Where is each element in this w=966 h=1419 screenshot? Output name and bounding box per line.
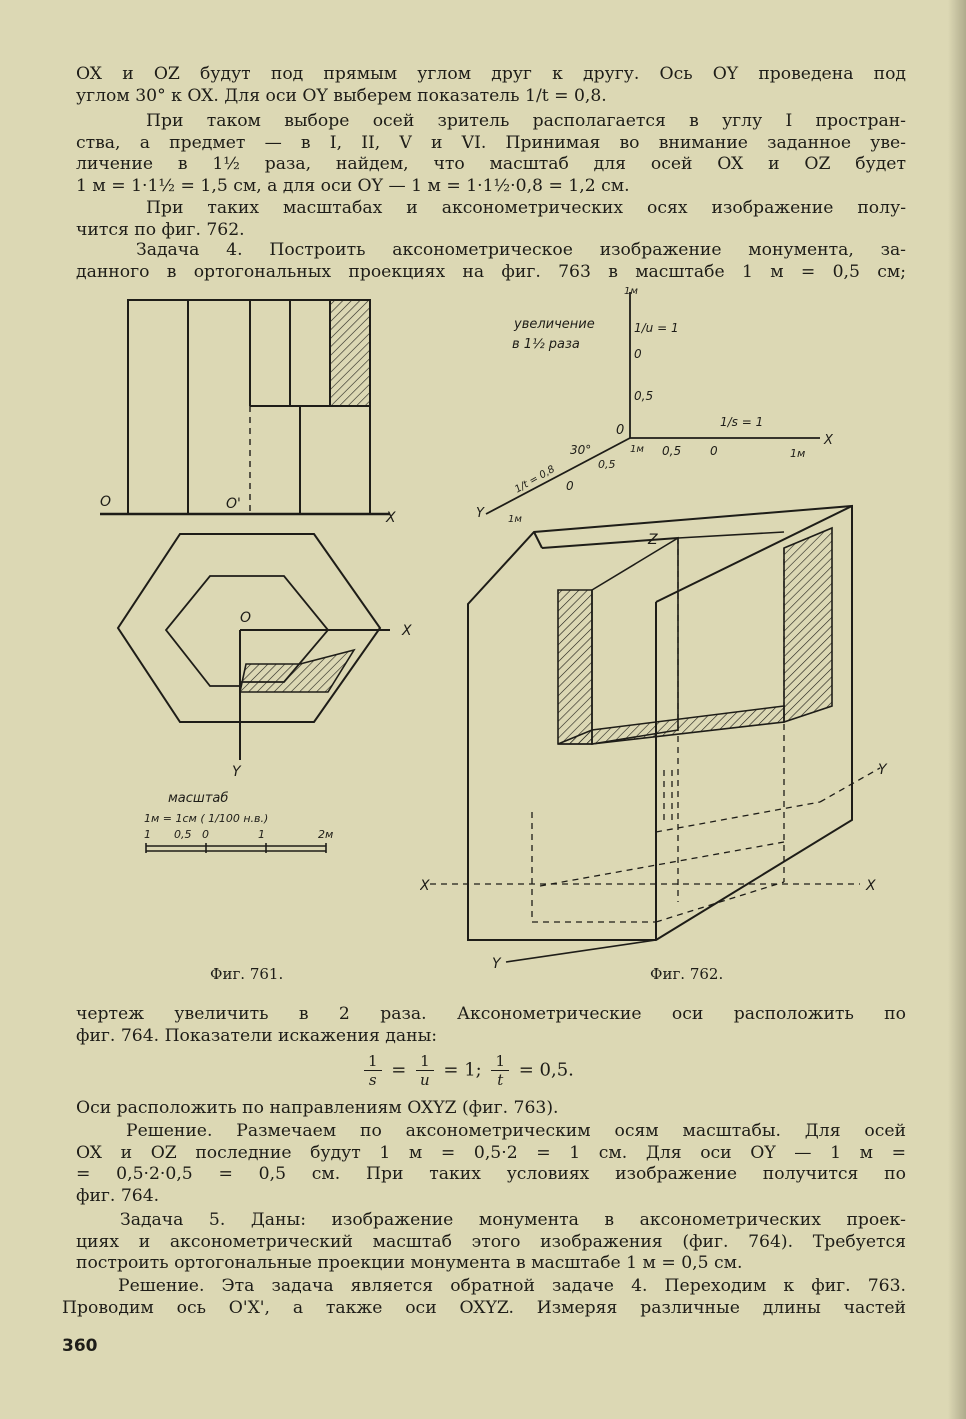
- text-line: фиг. 764. Показатели искажения даны:: [76, 1025, 438, 1046]
- text-line: = 0,5·2·0,5 = 0,5 см. При таких условиях изображение получится по: [76, 1164, 906, 1184]
- y-scale-fraction: 1/t = 0,8: [513, 463, 557, 496]
- near-origin-one: 1м: [630, 444, 644, 455]
- label-o-prime: O': [226, 496, 241, 512]
- label-x: X: [386, 510, 396, 526]
- text-line: Задача 4. Построить аксонометрическое изображение монумента, за-: [136, 240, 906, 260]
- text-line: OX и OZ будут под прямым углом друг к другу. Ось OY проведена под: [76, 64, 906, 84]
- scale-tick: 0,5: [174, 828, 192, 841]
- z-scale-fraction: 1/u = 1: [634, 321, 679, 335]
- scale-tick: 0: [202, 828, 209, 841]
- text-line: циях и аксонометрический масштаб этого изображения (фиг. 764). Требуется: [76, 1231, 906, 1252]
- scale-note: 1м = 1см ( 1/100 н.в.): [144, 812, 269, 825]
- angle-30: 30°: [570, 443, 592, 457]
- plan-view: [118, 534, 390, 760]
- fraction-1-s: $\frac{1}{s}$: [364, 1052, 382, 1089]
- text-line: данного в ортогональных проекциях на фиг. 763 в масштабе 1 м = 0,5 см;: [76, 261, 906, 282]
- scale-tick: 1: [144, 828, 151, 841]
- paragraph-axes-intro: [76, 64, 906, 107]
- fraction-1-t: $\frac{1}{t}$: [491, 1052, 509, 1089]
- paragraph-task-4: [76, 240, 906, 283]
- label-o2: O: [240, 610, 252, 626]
- magnification-note-1: увеличение: [514, 317, 595, 332]
- fraction-1-u: $\frac{1}{u}$: [416, 1052, 434, 1089]
- front-elevation: [128, 300, 370, 514]
- text-line: чертеж увеличить в 2 раза. Аксонометрические оси расположить по: [76, 1004, 906, 1024]
- text-line: При таком выборе осей зритель располагается в углу I простран-: [146, 111, 906, 131]
- page-edge-shadow: [948, 0, 966, 1419]
- x-right-label: X: [866, 878, 876, 894]
- z-zero: 0: [634, 347, 642, 361]
- y-axis-extension: [506, 940, 656, 962]
- z-half: 0,5: [634, 389, 654, 403]
- text-line: построить ортогональные проекции монумента в масштабе 1 м = 0,5 см.: [76, 1253, 743, 1273]
- figure-761: [90, 290, 430, 870]
- text-line: Решение. Эта задача является обратной задаче 4. Переходим к фиг. 763.: [118, 1276, 906, 1296]
- text-line: Задача 5. Даны: изображение монумента в аксонометрических проек-: [120, 1210, 906, 1230]
- monument-axonometric: [468, 506, 852, 940]
- x-scale-fraction: 1/s = 1: [720, 415, 764, 429]
- x-left-label: X: [420, 878, 430, 894]
- distortion-formula: $\frac{1}{s}$ = $\frac{1}{u}$ = 1; $\frac{1}{t}$ = 0,5.: [360, 1052, 574, 1089]
- scale-tick: 1: [258, 828, 265, 841]
- paragraph-axes-directions: [76, 1098, 906, 1120]
- label-o: O: [100, 494, 112, 510]
- label-y: Y: [232, 764, 241, 780]
- y-bottom-label: Y: [492, 956, 501, 972]
- caption-fig761: Фиг. 761.: [210, 965, 284, 983]
- text-line: При таких масштабах и аксонометрических осях изображение полу-: [146, 198, 906, 218]
- paragraph-solution-4: [76, 1121, 906, 1207]
- x-zero: 0: [710, 444, 718, 458]
- z-axis-top: 1м: [624, 286, 638, 297]
- paragraph-task-5: [76, 1210, 906, 1275]
- origin-label: 0: [616, 423, 625, 438]
- figure-762: [420, 282, 890, 972]
- text-line: OX и OZ последние будут 1 м = 0,5·2 = 1 см. Для оси OY — 1 м =: [76, 1142, 906, 1163]
- text-line: Проводим ось O'X', а также оси OXYZ. Измеряя различные длины частей: [62, 1297, 906, 1318]
- scale-tick: 2м: [318, 828, 334, 841]
- text-line: Решение. Размечаем по аксонометрическим осям масштабы. Для осей: [126, 1121, 906, 1141]
- y-half: 0,5: [598, 458, 616, 471]
- y-axis-label: Y: [476, 506, 484, 521]
- caption-fig762: Фиг. 762.: [650, 965, 724, 983]
- scale-tick-labels: [144, 828, 333, 841]
- magnification-note-2: в 1½ раза: [512, 337, 580, 352]
- paragraph-solution-5: [62, 1276, 906, 1319]
- x-half: 0,5: [662, 444, 682, 458]
- paragraph-result-fig762: [76, 198, 906, 241]
- y-right-label: Y: [878, 762, 887, 778]
- x-axis-label: X: [824, 433, 833, 448]
- y-one: 1м: [508, 514, 522, 525]
- paragraph-viewer-position: [76, 111, 906, 197]
- scale-bar: [146, 843, 326, 853]
- x-one: 1м: [790, 447, 806, 460]
- paragraph-task-4-continued: [76, 1004, 906, 1047]
- text-line: личение в 1½ раза, найдем, что масштаб для осей OX и OZ будет: [76, 154, 906, 174]
- text-line: Оси расположить по направлениям OXYZ (фиг. 763).: [76, 1098, 559, 1118]
- text-line: фиг. 764.: [76, 1185, 160, 1206]
- text-line: чится по фиг. 762.: [76, 219, 245, 240]
- text-line: ства, а предмет — в I, II, V и VI. Принимая во внимание заданное уве-: [76, 132, 906, 153]
- z-object-label: Z: [648, 532, 658, 548]
- text-line: 1 м = 1·1½ = 1,5 см, а для оси OY — 1 м = 1·1½·0,8 = 1,2 см.: [76, 175, 630, 196]
- scale-title: масштаб: [168, 791, 229, 806]
- label-x2: X: [402, 623, 412, 639]
- text-line: углом 30° к OX. Для оси OY выберем показатель 1/t = 0,8.: [76, 85, 607, 106]
- y-zero: 0: [566, 479, 574, 493]
- page-number: 360: [62, 1336, 98, 1356]
